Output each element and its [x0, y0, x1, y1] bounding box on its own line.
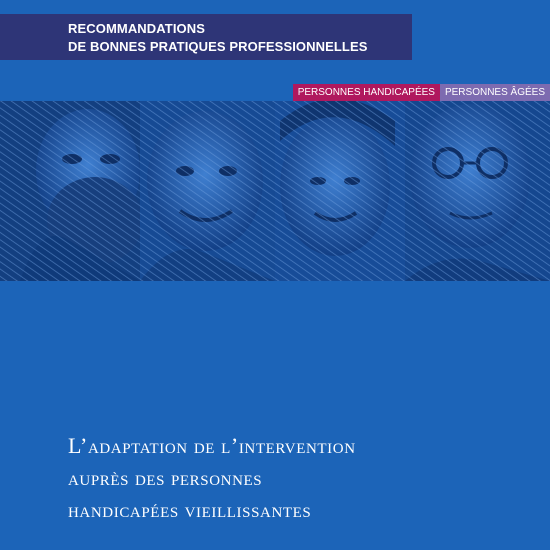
tag-personnes-handicapees: PERSONNES HANDICAPÉES — [293, 84, 440, 101]
portrait-photo-band — [0, 101, 550, 281]
series-line-2: DE BONNES PRATIQUES PROFESSIONNELLES — [68, 39, 368, 54]
series-banner — [0, 14, 412, 60]
portraits-illustration — [0, 101, 550, 281]
title-line-2: auprès des personnes — [68, 466, 263, 490]
title-line-3: handicapées vieillissantes — [68, 498, 312, 522]
title-line-1: L’adaptation de l’intervention — [68, 433, 356, 458]
document-title — [68, 430, 538, 526]
tag-personnes-agees: PERSONNES ÂGÉES — [440, 84, 550, 101]
series-line-1: RECOMMANDATIONS — [68, 21, 206, 36]
audience-tags — [293, 84, 550, 101]
